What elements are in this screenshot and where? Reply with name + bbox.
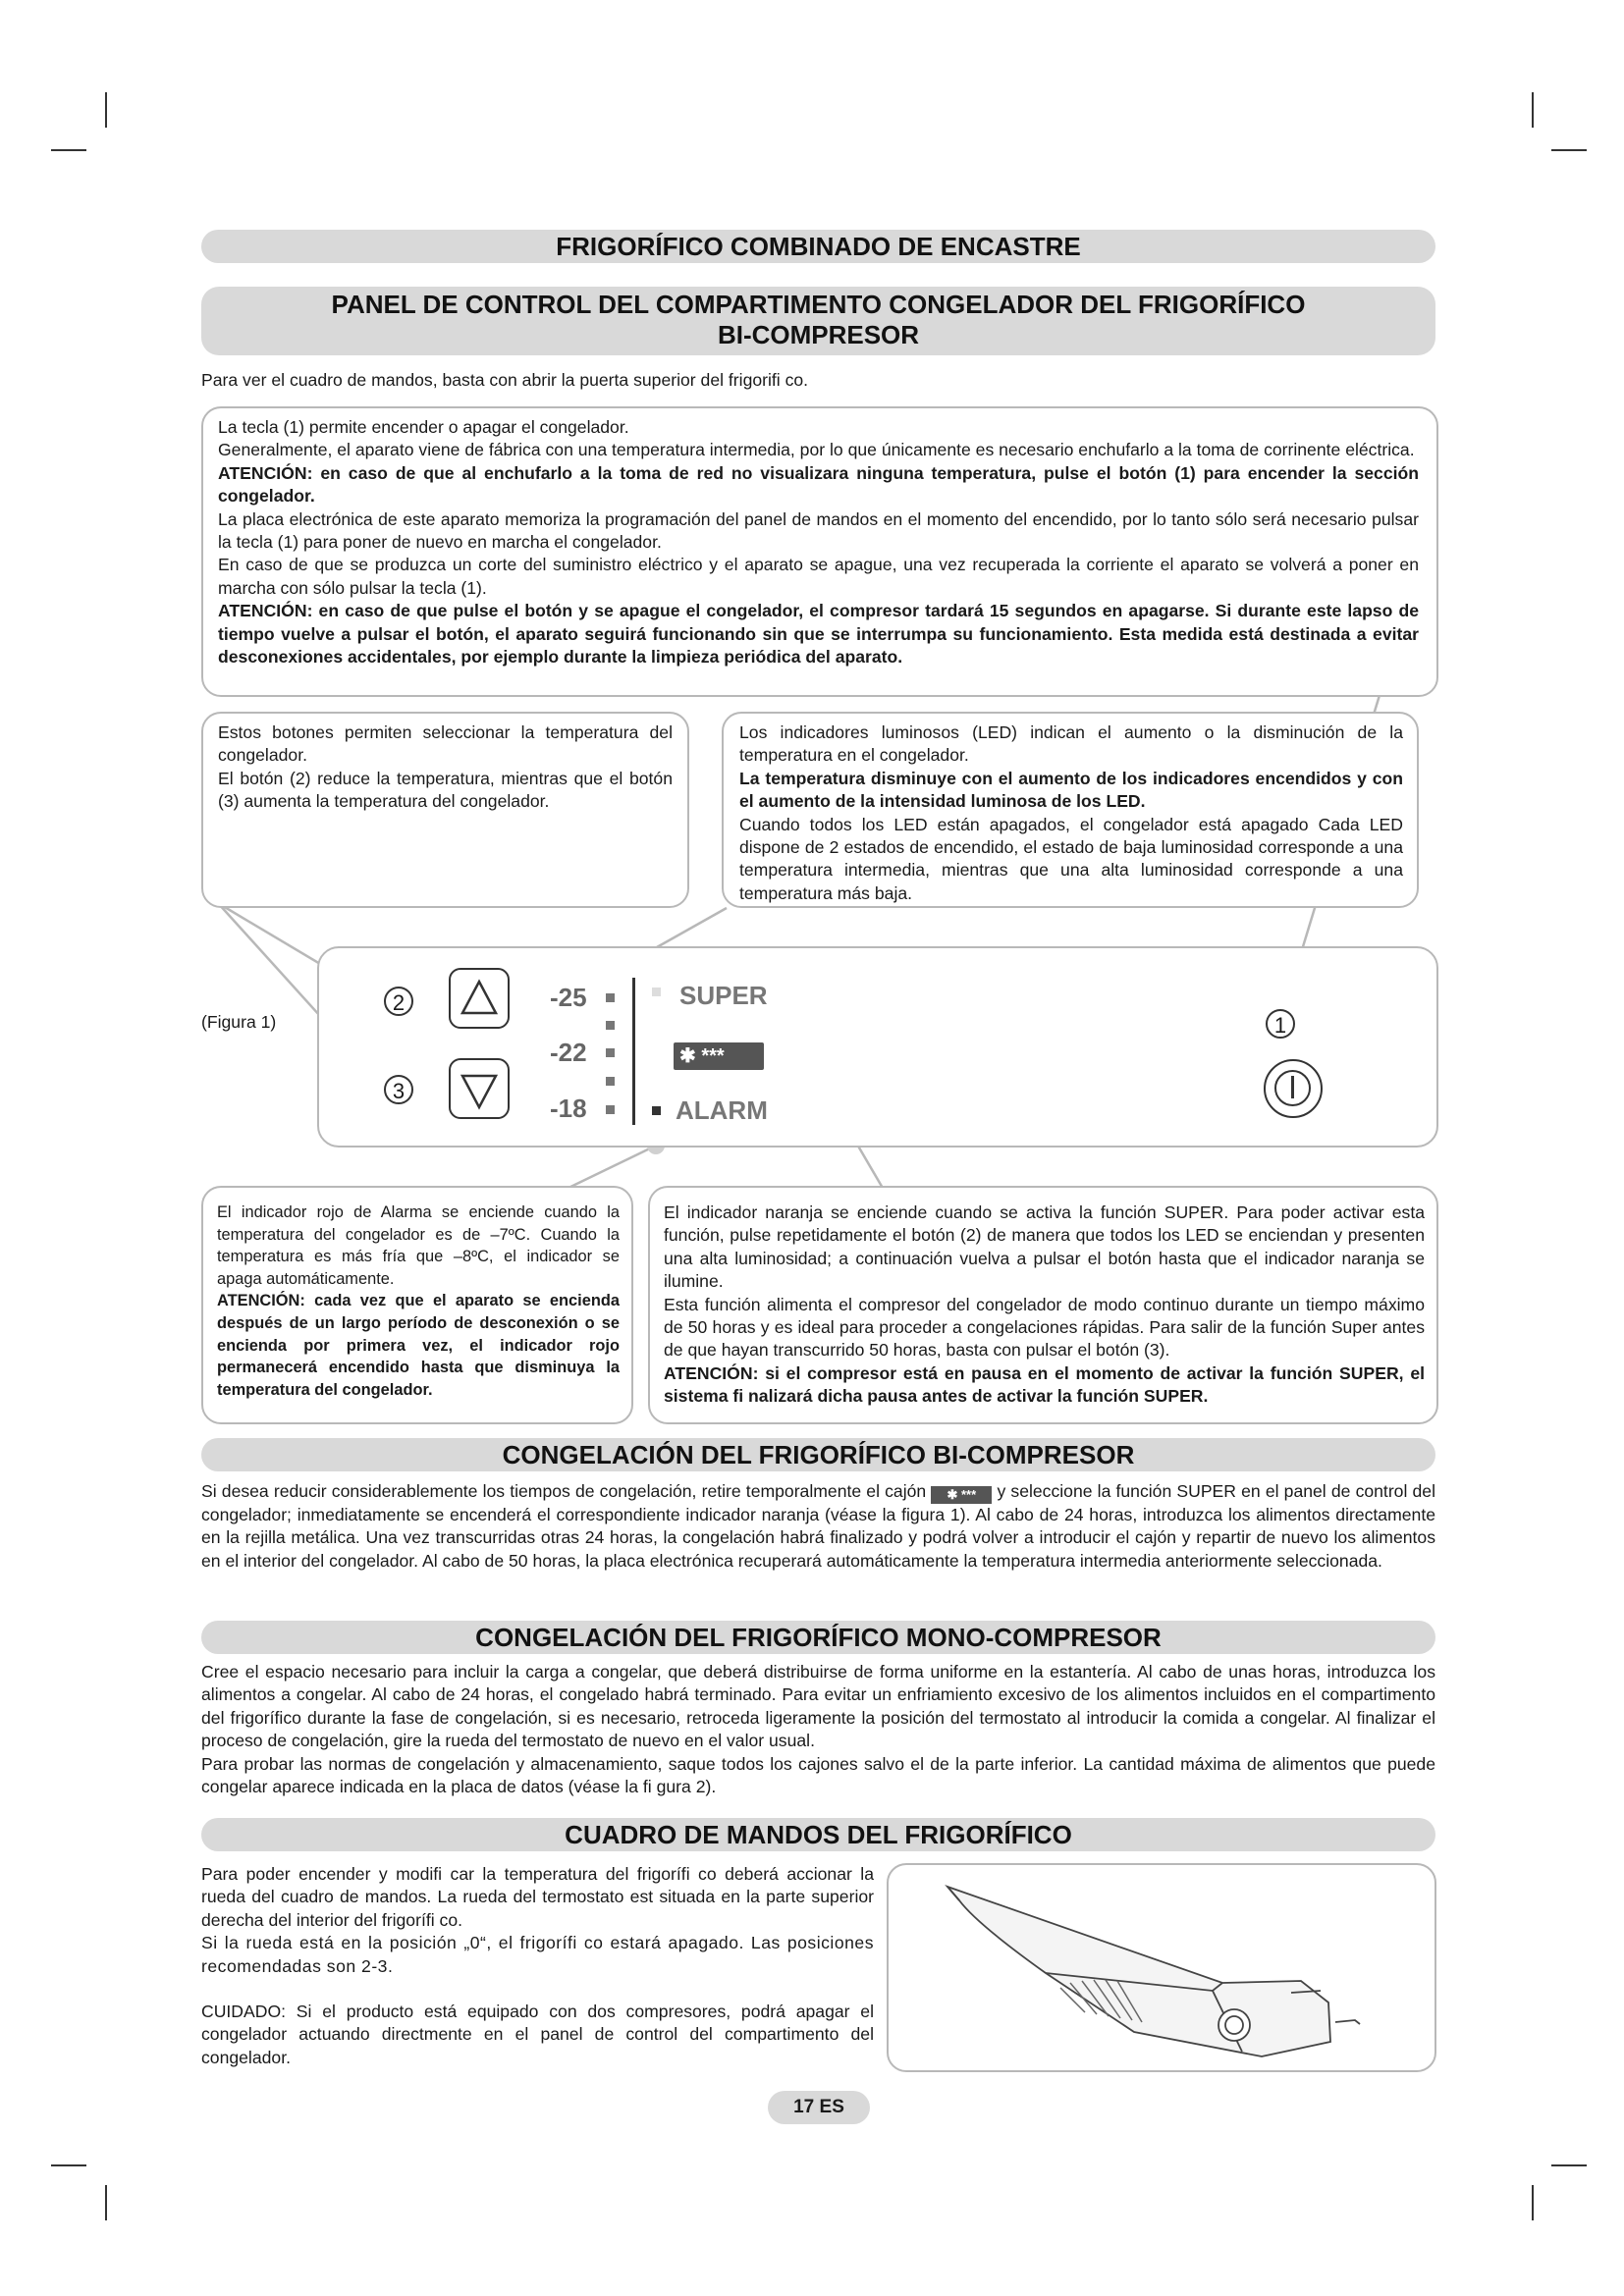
figure-caption: (Figura 1)	[201, 1012, 277, 1032]
led-indicators-box	[722, 712, 1419, 908]
led-23	[606, 1021, 615, 1030]
temp-label-18: -18	[550, 1094, 587, 1123]
callout-2: 2	[384, 987, 413, 1016]
super-led	[652, 988, 661, 996]
alarm-led	[652, 1106, 661, 1115]
triangle-up-icon	[451, 970, 512, 1031]
temperature-up-button[interactable]	[449, 1058, 510, 1119]
page-number: 17 ES	[768, 2091, 870, 2124]
cuadro-text: Para poder encender y modifi car la temperatura del frigorífi co deberá accionar la rueda del cuadro de mandos. La rueda del termostato est situada en la parte superior derecha del interior del frigorífi co. Si la rueda está en la posición „0“, el frigorífi co estará apagado. Las posiciones recomendadas son 2-3. CUIDADO: Si el producto está equipado con dos compresores, podrá apagar el congelador actuando directmente en el panel de control del compartimento del congelador.	[201, 1864, 874, 2067]
temperature-down-button[interactable]	[449, 968, 510, 1029]
cuadro-heading: CUADRO DE MANDOS DEL FRIGORÍFICO	[201, 1818, 1435, 1851]
panel-divider	[632, 978, 635, 1125]
bi-compresor-heading: CONGELACIÓN DEL FRIGORÍFICO BI-COMPRESOR	[201, 1438, 1435, 1471]
intro-text: Para ver el cuadro de mandos, basta con abrir la puerta superior del frigorifi co.	[201, 370, 809, 390]
panel-heading-line2: BI-COMPRESOR	[717, 320, 920, 349]
super-function-text: El indicador naranja se enciende cuando se activa la función SUPER. Para poder activar esta función, pulse repetidamente el botón (2) de manera que todos los LED se enciendan y presenten una alta luminosidad; a continuación vuelva a pulsar el botón hasta que el indicador naranja se ilumine. Esta función alimenta el compresor del congelador de modo continuo durante un tiempo máximo de 50 horas y es ideal para proceder a congelaciones rápidas. Para salir de la función Super antes de que hayan transcurrido 50 horas, basta con pulsar el botón (3). ATENCIÓN: si el compresor está en pausa en el momento de activar la función SUPER, el sistema fi nalizará dicha pausa antes de activar la función SUPER.	[664, 1202, 1425, 1407]
super-label: SUPER	[679, 981, 768, 1010]
power-key-info-text: La tecla (1) permite encender o apagar el congelador. Generalmente, el aparato viene de fábrica con una temperatura intermedia, por lo que únicamente es necesario enchufarlo a la toma de corrinente eléctrica. ATENCIÓN: en caso de que al enchufarlo a la toma de red no visualizara ninguna temperatura, pulse el botón (1) para encender la sección congelador. La placa electrónica de este aparato memoriza la programación del panel de mandos en el momento del encendido, por lo tanto sólo será necesario pulsar la tecla (1) para poner de nuevo en marcha el congelador. En caso de que se produzca un corte del suministro eléctrico y el aparato se apague, una vez recuperada la corriente el aparato se volverá a poner en marcha con sólo pulsar la tecla (1). ATENCIÓN: en caso de que pulse el botón y se apague el congelador, el compresor tardará 15 segundos en apagarse. Si durante este lapso de tiempo vuelve a pulsar el botón, el aparato seguirá funcionando sin que se interrumpa su funcionamiento. Esta medida está destinada a evitar desconexiones accidentales, por ejemplo durante la limpieza periódica del aparato.	[218, 417, 1419, 667]
led-18	[606, 1105, 615, 1114]
temp-label-22: -22	[550, 1038, 587, 1067]
alarm-indicator-box	[201, 1186, 633, 1424]
temperature-buttons-text: Estos botones permiten seleccionar la temperatura del congelador. El botón (2) reduce la temperatura, mientras que el botón (3) aumenta la temperatura del congelador.	[218, 722, 673, 812]
temp-label-25: -25	[550, 983, 587, 1012]
drawer-inline-icon: ✱ ***	[931, 1486, 992, 1504]
panel-heading-line1: PANEL DE CONTROL DEL COMPARTIMENTO CONGELADOR DEL FRIGORÍFICO	[331, 290, 1306, 319]
mono-compresor-text: Cree el espacio necesario para incluir la carga a congelar, que deberá distribuirse de forma uniforme en la estantería. Al cabo de unas horas, introduzca los alimentos a congelar. Al cabo de 24 horas, el congelado habrá terminado. Para evitar un enfriamiento excesivo de los alimentos incluidos en el compartimento del frigorífico durante la fase de congelación, si es necesario, retroceda ligeramente la posición del termostato al introducir la comida a congelar. Al finalizar el proceso de congelación, gire la rueda del termostato de nuevo en el valor usual. Para probar las normas de congelación y almacenamiento, saque todos los cajones salvo el de la parte inferior. La cantidad máxima de alimentos que puede congelar aparece indicada en la placa de datos (véase la fi gura 2).	[201, 1662, 1435, 1797]
main-heading: FRIGORÍFICO COMBINADO DE ENCASTRE	[201, 230, 1435, 263]
bi-compresor-text: Si desea reducir considerablemente los tiempos de congelación, retire temporalmente el cajón ✱ *** y seleccione la función SUPER en el panel de control del congelador; inmediatamente se encenderá el correspondiente indicador naranja (véase la figura 1). Al cabo de 24 horas, introduzca los alimentos directamente en la rejilla metálica. Una vez transcurridas otras 24 horas, la congelación habrá finalizado y podrá volver a introducir el cajón y repartir de nuevo los alimentos en el interior del congelador. Al cabo de 50 horas, la placa electrónica recuperará automáticamente la temperatura intermedia anteriormente seleccionada.	[201, 1481, 1435, 1571]
drawer-icon	[674, 1042, 764, 1070]
temperature-buttons-box	[201, 712, 689, 908]
power-button[interactable]	[1264, 1059, 1323, 1118]
thermostat-illustration-box	[887, 1863, 1436, 2072]
super-function-box	[648, 1186, 1438, 1424]
alarm-label: ALARM	[676, 1095, 768, 1125]
led-20	[606, 1077, 615, 1086]
led-25	[606, 993, 615, 1002]
alarm-indicator-text: El indicador rojo de Alarma se enciende cuando la temperatura del congelador es de –7ºC. Cuando la temperatura es más fría que –8ºC, el indicador se apaga automáticamente. ATENCIÓN: cada vez que el aparato se encienda después de un largo período de desconexión o se encienda por primera vez, el indicador rojo permanecerá encendido hasta que disminuya la temperatura del congelador.	[217, 1203, 620, 1399]
thermostat-illustration	[889, 1865, 1438, 2074]
mono-compresor-heading: CONGELACIÓN DEL FRIGORÍFICO MONO-COMPRESOR	[201, 1621, 1435, 1654]
callout-3: 3	[384, 1075, 413, 1104]
triangle-down-icon	[451, 1060, 512, 1121]
led-22	[606, 1048, 615, 1057]
power-key-info-box	[201, 406, 1438, 697]
led-indicators-text: Los indicadores luminosos (LED) indican el aumento o la disminución de la temperatura en el congelador. La temperatura disminuye con el aumento de los indicadores encendidos y con el aumento de la intensidad luminosa de los LED. Cuando todos los LED están apagados, el congelador está apagado Cada LED dispone de 2 estados de encendido, el estado de baja luminosidad corresponde a una temperatura intermedia, mientras que una alta luminosidad corresponde a una temperatura más baja.	[739, 722, 1403, 903]
power-icon	[1274, 1070, 1311, 1106]
drawer-label: ✱ ***	[679, 1045, 725, 1067]
callout-1: 1	[1266, 1009, 1295, 1039]
